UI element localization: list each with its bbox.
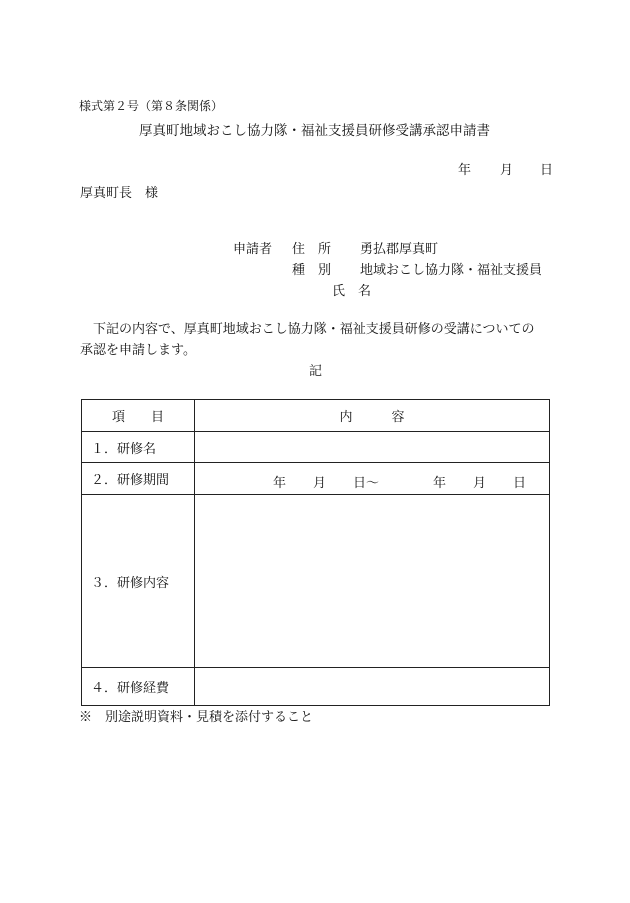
applicant-label: 申請者: [233, 242, 273, 257]
header-item: 項 目: [82, 400, 195, 432]
course-cost-field[interactable]: [195, 668, 550, 706]
period-field[interactable]: [195, 463, 550, 495]
body-text-line-1: 下記の内容で、厚真町地域おこし協力隊・福祉支援員研修の受講についての: [93, 322, 535, 337]
date-day: 日: [540, 163, 554, 178]
table-row: [82, 432, 550, 463]
type-value: 地域おこし協力隊・福祉支援員: [360, 263, 543, 278]
date-month: 月: [500, 163, 514, 178]
table-row: [82, 668, 550, 706]
course-name-field[interactable]: [195, 432, 550, 463]
row-label-period: ２．研修期間: [82, 463, 195, 495]
period-day-1: 日〜: [353, 476, 380, 491]
row-label-cost: ４．研修経費: [82, 668, 195, 706]
body-text-line-2: 承認を申請します。: [80, 343, 196, 358]
header-content: 内 容: [195, 400, 550, 432]
name-label: 氏 名: [332, 284, 372, 299]
address-label: 住 所: [292, 242, 332, 257]
addressee: 厚真町長 様: [80, 186, 159, 201]
form-number: 様式第２号（第８条関係）: [79, 99, 224, 113]
detail-table: [81, 399, 550, 706]
date-year: 年: [458, 163, 472, 178]
type-label: 種 別: [292, 263, 332, 278]
attachment-note: ※ 別途説明資料・見積を添付すること: [79, 710, 314, 725]
ki-heading: 記: [309, 364, 323, 379]
table-header-row: [82, 400, 550, 432]
period-year-2: 年: [433, 476, 447, 491]
table-row: [82, 463, 550, 495]
row-label-content: ３．研修内容: [82, 495, 195, 668]
period-day-2: 日: [513, 476, 527, 491]
course-content-field[interactable]: [195, 495, 550, 668]
period-year-1: 年: [273, 476, 287, 491]
table-row: [82, 495, 550, 668]
address-value: 勇払郡厚真町: [360, 242, 439, 257]
period-month-1: 月: [313, 476, 327, 491]
row-label-course-name: １．研修名: [82, 432, 195, 463]
period-month-2: 月: [473, 476, 487, 491]
document-title: 厚真町地域おこし協力隊・福祉支援員研修受講承認申請書: [139, 123, 490, 139]
